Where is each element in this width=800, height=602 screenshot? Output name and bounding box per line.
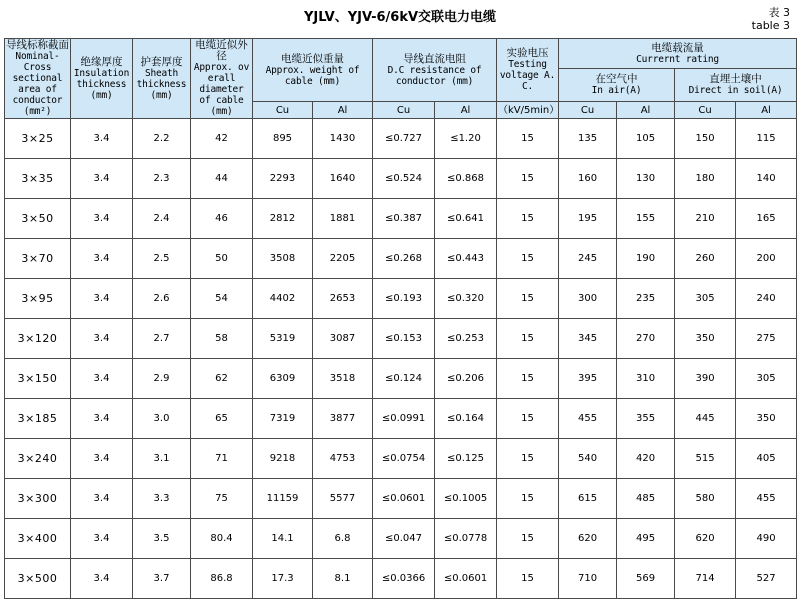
header-current-in-soil-en: Direct in soil(A) bbox=[688, 85, 783, 97]
table-cell: 2653 bbox=[313, 279, 373, 319]
table-cell: 86.8 bbox=[191, 559, 253, 599]
cell-nominal-area: 3×25 bbox=[5, 119, 71, 159]
table-row bbox=[5, 519, 797, 559]
table-cell: 50 bbox=[191, 239, 253, 279]
table-cell: 620 bbox=[675, 519, 736, 559]
cell-nominal-area: 3×240 bbox=[5, 439, 71, 479]
table-cell: 490 bbox=[736, 519, 797, 559]
header-voltage-unit: （kV/5min） bbox=[497, 102, 559, 119]
table-cell: 615 bbox=[559, 479, 617, 519]
table-cell: 150 bbox=[675, 119, 736, 159]
table-cell: 310 bbox=[617, 359, 675, 399]
table-cell: 240 bbox=[736, 279, 797, 319]
table-cell: ≤0.206 bbox=[435, 359, 497, 399]
table-cell: 2205 bbox=[313, 239, 373, 279]
table-cell: 395 bbox=[559, 359, 617, 399]
table-cell: 3508 bbox=[253, 239, 313, 279]
table-row bbox=[5, 319, 797, 359]
table-cell: 210 bbox=[675, 199, 736, 239]
table-cell: 15 bbox=[497, 319, 559, 359]
table-cell: 14.1 bbox=[253, 519, 313, 559]
table-cell: 140 bbox=[736, 159, 797, 199]
table-cell: 2293 bbox=[253, 159, 313, 199]
table-cell: 275 bbox=[736, 319, 797, 359]
table-cell: 350 bbox=[736, 399, 797, 439]
cell-nominal-area: 3×300 bbox=[5, 479, 71, 519]
cell-nominal-area: 3×70 bbox=[5, 239, 71, 279]
table-cell: ≤0.253 bbox=[435, 319, 497, 359]
header-overall-diameter bbox=[191, 39, 253, 119]
table-cell: 270 bbox=[617, 319, 675, 359]
table-cell: 3.4 bbox=[71, 119, 133, 159]
header-current-rating-cn: 电缆载流量 bbox=[651, 41, 704, 54]
table-cell: 5577 bbox=[313, 479, 373, 519]
header-soil-cu: Cu bbox=[675, 102, 736, 119]
table-cell: 200 bbox=[736, 239, 797, 279]
table-number-en: table 3 bbox=[751, 19, 790, 32]
table-cell: 165 bbox=[736, 199, 797, 239]
header-current-in-air bbox=[559, 69, 675, 102]
cable-spec-table-wrapper bbox=[4, 38, 796, 599]
cell-nominal-area: 3×500 bbox=[5, 559, 71, 599]
header-resistance-cu: Cu bbox=[373, 102, 435, 119]
table-cell: 3.4 bbox=[71, 319, 133, 359]
header-dc-resistance-en: D.C resistance of conductor (mm) bbox=[387, 64, 482, 87]
header-approx-weight-cn: 电缆近似重量 bbox=[281, 52, 344, 65]
header-sheath-thickness bbox=[133, 39, 191, 119]
table-cell: 62 bbox=[191, 359, 253, 399]
table-cell: 15 bbox=[497, 279, 559, 319]
table-row bbox=[5, 239, 797, 279]
table-cell: 3.3 bbox=[133, 479, 191, 519]
table-cell: ≤0.125 bbox=[435, 439, 497, 479]
table-cell: 135 bbox=[559, 119, 617, 159]
cell-nominal-area: 3×150 bbox=[5, 359, 71, 399]
table-cell: 42 bbox=[191, 119, 253, 159]
table-cell: ≤0.320 bbox=[435, 279, 497, 319]
table-cell: 305 bbox=[675, 279, 736, 319]
header-sheath-thickness-cn: 护套厚度 bbox=[140, 55, 183, 68]
table-cell: 46 bbox=[191, 199, 253, 239]
table-cell: ≤0.0991 bbox=[373, 399, 435, 439]
table-cell: 195 bbox=[559, 199, 617, 239]
table-cell: 15 bbox=[497, 359, 559, 399]
table-cell: 80.4 bbox=[191, 519, 253, 559]
header-approx-weight bbox=[253, 39, 373, 102]
table-cell: 54 bbox=[191, 279, 253, 319]
table-number-cn: 表 3 bbox=[768, 6, 790, 19]
cell-nominal-area: 3×120 bbox=[5, 319, 71, 359]
table-cell: 390 bbox=[675, 359, 736, 399]
table-cell: 75 bbox=[191, 479, 253, 519]
header-insulation-thickness bbox=[71, 39, 133, 119]
header-insulation-thickness-en: Insulation thickness (mm) bbox=[73, 67, 130, 101]
header-testing-voltage-cn: 实验电压 bbox=[506, 47, 549, 59]
table-cell: ≤0.1005 bbox=[435, 479, 497, 519]
table-cell: 3877 bbox=[313, 399, 373, 439]
header-insulation-thickness-cn: 绝缘厚度 bbox=[80, 55, 123, 68]
header-current-in-soil bbox=[675, 69, 797, 102]
header-current-rating-en: Currernt rating bbox=[636, 53, 719, 65]
header-current-in-air-en: In air(A) bbox=[591, 85, 642, 97]
table-cell: 3.4 bbox=[71, 159, 133, 199]
table-cell: 6309 bbox=[253, 359, 313, 399]
table-cell: ≤0.268 bbox=[373, 239, 435, 279]
table-cell: ≤0.727 bbox=[373, 119, 435, 159]
table-cell: ≤0.443 bbox=[435, 239, 497, 279]
table-cell: 345 bbox=[559, 319, 617, 359]
table-cell: 7319 bbox=[253, 399, 313, 439]
header-resistance-al: Al bbox=[435, 102, 497, 119]
table-cell: 190 bbox=[617, 239, 675, 279]
table-cell: 160 bbox=[559, 159, 617, 199]
table-row bbox=[5, 399, 797, 439]
table-cell: 15 bbox=[497, 119, 559, 159]
cell-nominal-area: 3×35 bbox=[5, 159, 71, 199]
header-sheath-thickness-en: Sheath thickness (mm) bbox=[136, 67, 187, 101]
table-cell: ≤0.0601 bbox=[435, 559, 497, 599]
table-cell: 11159 bbox=[253, 479, 313, 519]
table-cell: 3.4 bbox=[71, 199, 133, 239]
header-current-in-air-cn: 在空气中 bbox=[595, 73, 638, 86]
table-cell: 8.1 bbox=[313, 559, 373, 599]
table-cell: ≤0.193 bbox=[373, 279, 435, 319]
table-row bbox=[5, 159, 797, 199]
table-cell: 245 bbox=[559, 239, 617, 279]
table-cell: 455 bbox=[736, 479, 797, 519]
table-cell: ≤0.387 bbox=[373, 199, 435, 239]
table-cell: 3087 bbox=[313, 319, 373, 359]
header-nominal-area-en: Nominal-Cross sectional area of conductor (mm²) bbox=[12, 51, 63, 117]
table-cell: 405 bbox=[736, 439, 797, 479]
table-cell: 15 bbox=[497, 399, 559, 439]
table-cell: 714 bbox=[675, 559, 736, 599]
table-cell: 3.4 bbox=[71, 519, 133, 559]
table-cell: 2.6 bbox=[133, 279, 191, 319]
table-cell: 1640 bbox=[313, 159, 373, 199]
table-row bbox=[5, 119, 797, 159]
table-cell: 2.4 bbox=[133, 199, 191, 239]
table-cell: 260 bbox=[675, 239, 736, 279]
table-cell: 6.8 bbox=[313, 519, 373, 559]
table-cell: 15 bbox=[497, 239, 559, 279]
header-overall-diameter-en: Approx. ov erall diameter of cable (mm) bbox=[193, 62, 250, 117]
table-cell: 44 bbox=[191, 159, 253, 199]
table-cell: 3518 bbox=[313, 359, 373, 399]
table-cell: 540 bbox=[559, 439, 617, 479]
table-cell: 455 bbox=[559, 399, 617, 439]
header-air-cu: Cu bbox=[559, 102, 617, 119]
cell-nominal-area: 3×95 bbox=[5, 279, 71, 319]
table-cell: 3.4 bbox=[71, 359, 133, 399]
table-cell: 3.4 bbox=[71, 399, 133, 439]
header-approx-weight-en: Approx. weight of cable (mm) bbox=[265, 64, 360, 87]
table-cell: 15 bbox=[497, 439, 559, 479]
header-overall-diameter-cn: 电缆近似外径 bbox=[195, 39, 248, 62]
table-cell: 2812 bbox=[253, 199, 313, 239]
table-cell: ≤0.868 bbox=[435, 159, 497, 199]
table-cell: 155 bbox=[617, 199, 675, 239]
table-row bbox=[5, 559, 797, 599]
table-cell: 235 bbox=[617, 279, 675, 319]
table-cell: ≤0.0754 bbox=[373, 439, 435, 479]
table-cell: 17.3 bbox=[253, 559, 313, 599]
header-current-rating bbox=[559, 39, 797, 69]
table-cell: 3.4 bbox=[71, 439, 133, 479]
table-cell: 3.5 bbox=[133, 519, 191, 559]
table-cell: 5319 bbox=[253, 319, 313, 359]
table-cell: 130 bbox=[617, 159, 675, 199]
table-cell: 180 bbox=[675, 159, 736, 199]
table-cell: ≤0.047 bbox=[373, 519, 435, 559]
table-cell: 15 bbox=[497, 159, 559, 199]
table-cell: 445 bbox=[675, 399, 736, 439]
cell-nominal-area: 3×400 bbox=[5, 519, 71, 559]
table-cell: 300 bbox=[559, 279, 617, 319]
cell-nominal-area: 3×50 bbox=[5, 199, 71, 239]
table-header bbox=[5, 39, 797, 119]
table-cell: 4753 bbox=[313, 439, 373, 479]
table-row bbox=[5, 479, 797, 519]
table-cell: ≤0.124 bbox=[373, 359, 435, 399]
table-cell: 3.4 bbox=[71, 239, 133, 279]
header-nominal-area-cn: 导线标称截面 bbox=[6, 39, 69, 51]
table-cell: 3.4 bbox=[71, 279, 133, 319]
table-cell: 71 bbox=[191, 439, 253, 479]
table-row bbox=[5, 279, 797, 319]
table-cell: 3.1 bbox=[133, 439, 191, 479]
table-cell: ≤0.153 bbox=[373, 319, 435, 359]
table-row bbox=[5, 199, 797, 239]
table-cell: 1881 bbox=[313, 199, 373, 239]
table-cell: 58 bbox=[191, 319, 253, 359]
table-cell: 305 bbox=[736, 359, 797, 399]
table-cell: 420 bbox=[617, 439, 675, 479]
table-cell: 620 bbox=[559, 519, 617, 559]
table-cell: 515 bbox=[675, 439, 736, 479]
table-cell: 527 bbox=[736, 559, 797, 599]
table-cell: 105 bbox=[617, 119, 675, 159]
header-air-al: Al bbox=[617, 102, 675, 119]
table-cell: 350 bbox=[675, 319, 736, 359]
table-cell: 15 bbox=[497, 479, 559, 519]
table-cell: 895 bbox=[253, 119, 313, 159]
table-cell: 3.0 bbox=[133, 399, 191, 439]
cable-spec-table bbox=[4, 38, 797, 599]
table-cell: 15 bbox=[497, 559, 559, 599]
header-current-in-soil-cn: 直埋土壤中 bbox=[709, 73, 762, 86]
table-row bbox=[5, 439, 797, 479]
table-cell: ≤0.524 bbox=[373, 159, 435, 199]
table-cell: 710 bbox=[559, 559, 617, 599]
table-cell: 485 bbox=[617, 479, 675, 519]
table-cell: 2.9 bbox=[133, 359, 191, 399]
table-cell: 2.5 bbox=[133, 239, 191, 279]
table-cell: ≤0.164 bbox=[435, 399, 497, 439]
table-cell: 15 bbox=[497, 519, 559, 559]
cell-nominal-area: 3×185 bbox=[5, 399, 71, 439]
table-cell: 355 bbox=[617, 399, 675, 439]
table-cell: 2.3 bbox=[133, 159, 191, 199]
table-cell: 2.7 bbox=[133, 319, 191, 359]
header-testing-voltage-en: Testing voltage A. C. bbox=[499, 59, 556, 92]
table-cell: 1430 bbox=[313, 119, 373, 159]
table-cell: ≤0.0778 bbox=[435, 519, 497, 559]
table-cell: 4402 bbox=[253, 279, 313, 319]
table-cell: 495 bbox=[617, 519, 675, 559]
table-cell: 9218 bbox=[253, 439, 313, 479]
table-cell: ≤0.0601 bbox=[373, 479, 435, 519]
header-weight-al: Al bbox=[313, 102, 373, 119]
table-cell: 3.4 bbox=[71, 479, 133, 519]
header-weight-cu: Cu bbox=[253, 102, 313, 119]
page-title: YJLV、YJV-6/6kV交联电力电缆 bbox=[303, 10, 497, 25]
table-cell: 580 bbox=[675, 479, 736, 519]
table-cell: 115 bbox=[736, 119, 797, 159]
header-dc-resistance-cn: 导线直流电阻 bbox=[403, 52, 467, 65]
table-row bbox=[5, 359, 797, 399]
header-soil-al: Al bbox=[736, 102, 797, 119]
table-cell: 3.7 bbox=[133, 559, 191, 599]
table-cell: ≤0.0366 bbox=[373, 559, 435, 599]
table-cell: 15 bbox=[497, 199, 559, 239]
table-cell: 2.2 bbox=[133, 119, 191, 159]
table-cell: 65 bbox=[191, 399, 253, 439]
table-cell: 3.4 bbox=[71, 559, 133, 599]
table-cell: ≤0.641 bbox=[435, 199, 497, 239]
table-cell: ≤1.20 bbox=[435, 119, 497, 159]
header-dc-resistance bbox=[373, 39, 497, 102]
table-body bbox=[5, 119, 797, 599]
table-cell: 569 bbox=[617, 559, 675, 599]
header-testing-voltage bbox=[497, 39, 559, 102]
header-row-1 bbox=[5, 39, 797, 69]
header-nominal-area bbox=[5, 39, 71, 119]
table-number-label bbox=[752, 6, 790, 32]
